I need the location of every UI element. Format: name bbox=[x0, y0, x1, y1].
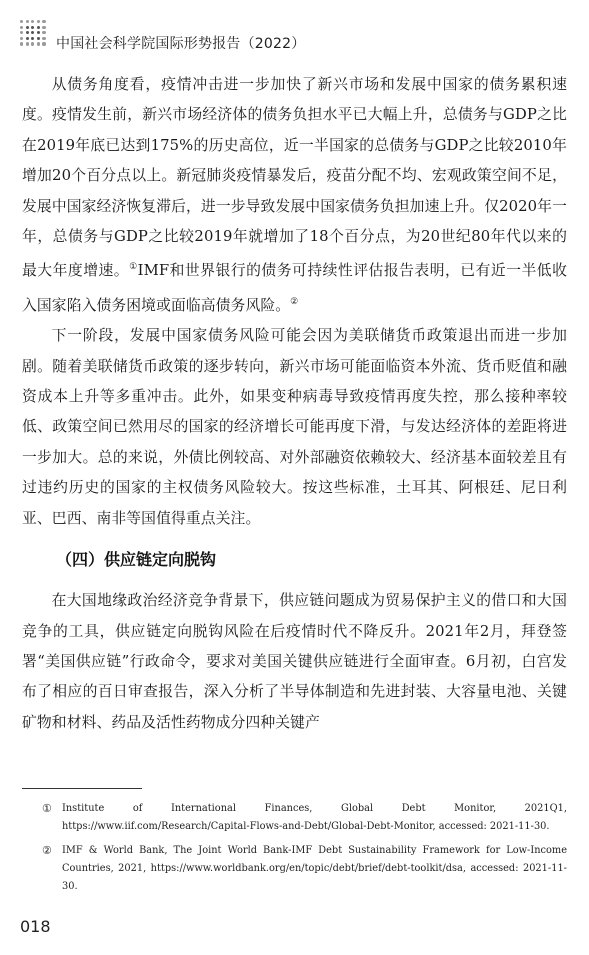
paragraph-text: 从债务角度看，疫情冲击进一步加快了新兴市场和发展中国家的债务累积速度。疫情发生前，新兴市场经济体的债务负担水平已大幅上升，总债务与GDP之比在2019年底已达到175%的历史高位，近一半国家的总债务与GDP之比较2010年增加20个百分点以上。新冠肺炎疫情暴发后，疫苗分配不均、宏观政策空间不足，发展中国家经济恢复滞后，进一步导致发展中国家债务负担加速上升。仅2020年一年，总债务与GDP之比较2019年就增加了18个百分点，为20世纪80年代以来的最大年度增速。 bbox=[22, 76, 567, 280]
paragraph-next-stage: 下一阶段，发展中国家债务风险可能会因为美联储货币政策退出而进一步加剧。随着美联储货币政策的逐步转向，新兴市场可能面临资本外流、货币贬值和融资成本上升等多重冲击。此外，如果变种病毒导致疫情再度失控，那么接种率较低、政策空间已然用尽的国家的经济增长可能再度下滑，与发达经济体的差距将进一步加大。总的来说，外债比例较高、对外部融资依赖较大、经济基本面较差且有过违约历史的国家的主权债务风险较大。按这些标准，土耳其、阿根廷、尼日利亚、巴西、南非等国值得重点关注。 bbox=[22, 327, 567, 527]
footnote-ref-1[interactable]: ① bbox=[129, 262, 138, 273]
footnote-text: IMF & World Bank, The Joint World Bank-IMF Debt Sustainability Framework for Low-Income Countries, 2021, https://www.worldbank.org/en/topic/debt/brief/debt-toolkit/dsa, accessed: 2021-11-30. bbox=[62, 845, 567, 892]
paragraph-supply-chain: 在大国地缘政治经济竞争背景下，供应链问题成为贸易保护主义的借口和大国竞争的工具，供应链定向脱钩风险在后疫情时代不降反升。2021年2月，拜登签署“美国供应链”行政命令，要求对美国关键供应链进行全面审查。6月初，白宫发布了相应的百日审查报告，深入分析了半导体制造和先进封装、大容量电池、关键矿物和材料、药品及活性药物成分四种关键产 bbox=[22, 592, 567, 731]
paragraph-debt-perspective bbox=[22, 70, 567, 321]
footnote-ref-2[interactable]: ② bbox=[290, 296, 299, 307]
page-body bbox=[22, 70, 567, 738]
section-heading: （四）供应链定向脱钩 bbox=[56, 550, 217, 570]
footnote-mark: ② bbox=[42, 844, 52, 857]
footnote-2 bbox=[22, 842, 567, 896]
footnote-mark: ① bbox=[42, 802, 52, 815]
footnotes bbox=[22, 800, 567, 902]
header-dot-grid-icon bbox=[20, 20, 46, 46]
page-number: 018 bbox=[20, 917, 51, 936]
paragraph-text-continued: IMF和世界银行的债务可持续性评估报告表明，已有近一半低收入国家陷入债务困境或面临高债务风险。 bbox=[22, 262, 567, 314]
footnote-divider bbox=[22, 788, 142, 789]
footnote-1 bbox=[22, 800, 567, 836]
running-header-title: 中国社会科学院国际形势报告（2022） bbox=[56, 36, 306, 52]
footnote-text: Institute of International Finances, Global Debt Monitor, 2021Q1, https://www.iif.com/Research/Capital-Flows-and-Debt/Global-Debt-Monitor, accessed: 2021-11-30. bbox=[62, 803, 567, 832]
